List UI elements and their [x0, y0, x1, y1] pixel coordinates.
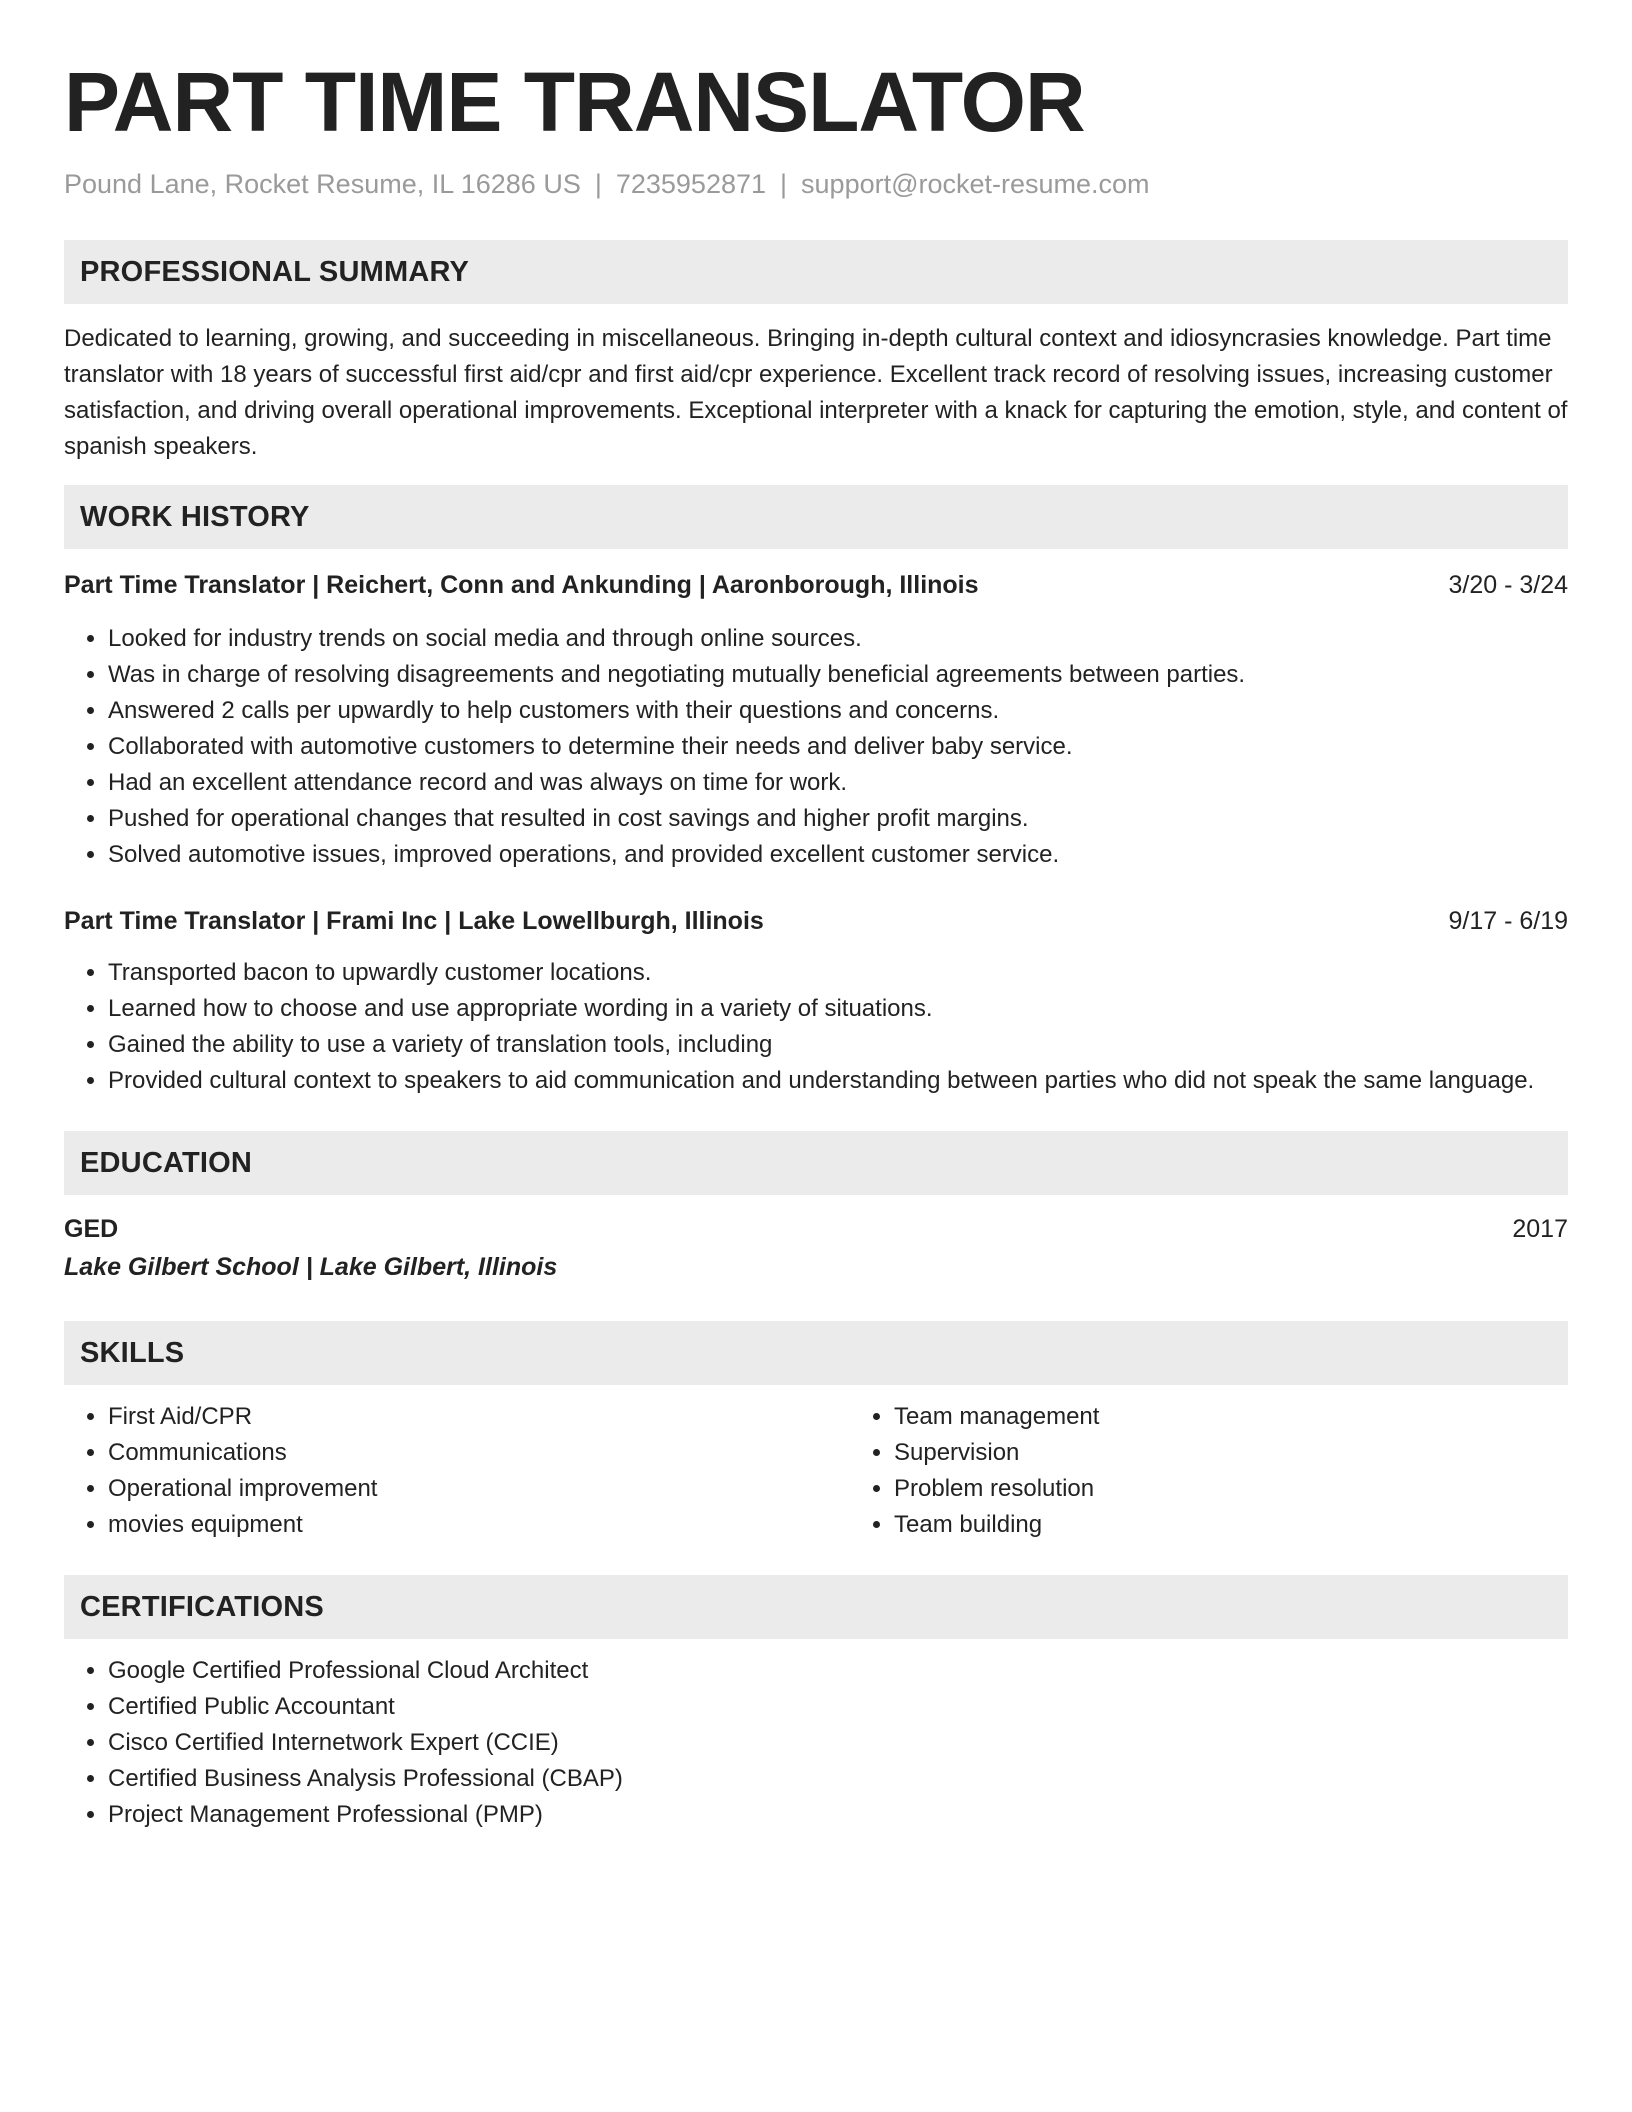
skills-grid [64, 1399, 1568, 1543]
resume-page [64, 52, 1568, 1833]
list-item: • Solved automotive issues, improved operations, and provided excellent customer service. [108, 837, 1568, 873]
job-entry [64, 567, 1568, 873]
list-item: • Certified Public Accountant [108, 1689, 1568, 1725]
job-bullets [64, 955, 1568, 1099]
summary-heading: PROFESSIONAL SUMMARY [80, 255, 470, 288]
skills-list-left [64, 1399, 850, 1543]
contact-separator: | [594, 169, 602, 199]
list-item: • Cisco Certified Internetwork Expert (CCIE) [108, 1725, 1568, 1761]
contact-line [64, 166, 1568, 202]
list-item: • Team building [894, 1507, 1632, 1543]
skills-section-header [64, 1321, 1568, 1385]
list-item: • Looked for industry trends on social media and through online sources. [108, 621, 1568, 657]
certifications-section-header [64, 1575, 1568, 1639]
job-header [64, 903, 1568, 939]
list-item: • Learned how to choose and use appropriate wording in a variety of situations. [108, 991, 1568, 1027]
list-item: • Project Management Professional (PMP) [108, 1797, 1568, 1833]
list-item: • First Aid/CPR [108, 1399, 850, 1435]
job-title: Part Time Translator | Frami Inc | Lake Lowellburgh, Illinois [64, 907, 764, 935]
list-item: • Team management [894, 1399, 1632, 1435]
list-item: • Google Certified Professional Cloud Architect [108, 1653, 1568, 1689]
work-heading: WORK HISTORY [80, 500, 310, 533]
list-item: • Gained the ability to use a variety of translation tools, including [108, 1027, 1568, 1063]
candidate-name: PART TIME TRANSLATOR [64, 55, 1085, 149]
work-section-header [64, 485, 1568, 549]
list-item: • Answered 2 calls per upwardly to help customers with their questions and concerns. [108, 693, 1568, 729]
education-degree: GED [64, 1215, 119, 1243]
education-year: 2017 [1512, 1215, 1568, 1243]
contact-email: support@rocket-resume.com [801, 169, 1150, 199]
job-dates: 9/17 - 6/19 [1448, 907, 1568, 935]
certifications-heading: CERTIFICATIONS [80, 1590, 324, 1623]
contact-address: Pound Lane, Rocket Resume, IL 16286 US [64, 169, 581, 199]
list-item: • Provided cultural context to speakers to aid communication and understanding between parties who did not speak the same language. [108, 1063, 1568, 1099]
list-item: • Certified Business Analysis Professional (CBAP) [108, 1761, 1568, 1797]
education-header [64, 1211, 1568, 1247]
job-header [64, 567, 1568, 603]
job-entry [64, 903, 1568, 1099]
list-item: • Had an excellent attendance record and was always on time for work. [108, 765, 1568, 801]
list-item: • Supervision [894, 1435, 1632, 1471]
skills-list-right [850, 1399, 1632, 1543]
list-item: • movies equipment [108, 1507, 850, 1543]
contact-separator: | [780, 169, 788, 199]
list-item: • Problem resolution [894, 1471, 1632, 1507]
summary-text: Dedicated to learning, growing, and succeeding in miscellaneous. Bringing in-depth cultural context and idiosyncrasies knowledge. Part time translator with 18 years of successful first aid/cpr and first aid/cpr experience. Excellent track record of resolving issues, increasing customer satisfaction, and driving overall operational improvements. Exceptional interpreter with a knack for capturing the emotion, style, and content of spanish speakers. [64, 325, 1568, 460]
job-title: Part Time Translator | Reichert, Conn and Ankunding | Aaronborough, Illinois [64, 571, 979, 599]
list-item: • Transported bacon to upwardly customer locations. [108, 955, 1568, 991]
list-item: • Communications [108, 1435, 850, 1471]
skills-heading: SKILLS [80, 1336, 185, 1369]
certifications-list [64, 1653, 1568, 1833]
list-item: • Collaborated with automotive customers to determine their needs and deliver baby service. [108, 729, 1568, 765]
education-heading: EDUCATION [80, 1146, 253, 1179]
contact-phone: 7235952871 [615, 169, 767, 199]
education-entry [64, 1211, 1568, 1287]
job-bullets [64, 621, 1568, 873]
list-item: • Pushed for operational changes that resulted in cost savings and higher profit margins. [108, 801, 1568, 837]
list-item: • Operational improvement [108, 1471, 850, 1507]
education-section-header [64, 1131, 1568, 1195]
job-dates: 3/20 - 3/24 [1448, 571, 1568, 599]
summary-section-header [64, 240, 1568, 304]
education-school: Lake Gilbert School | Lake Gilbert, Illinois [64, 1253, 558, 1281]
list-item: • Was in charge of resolving disagreements and negotiating mutually beneficial agreements between parties. [108, 657, 1568, 693]
